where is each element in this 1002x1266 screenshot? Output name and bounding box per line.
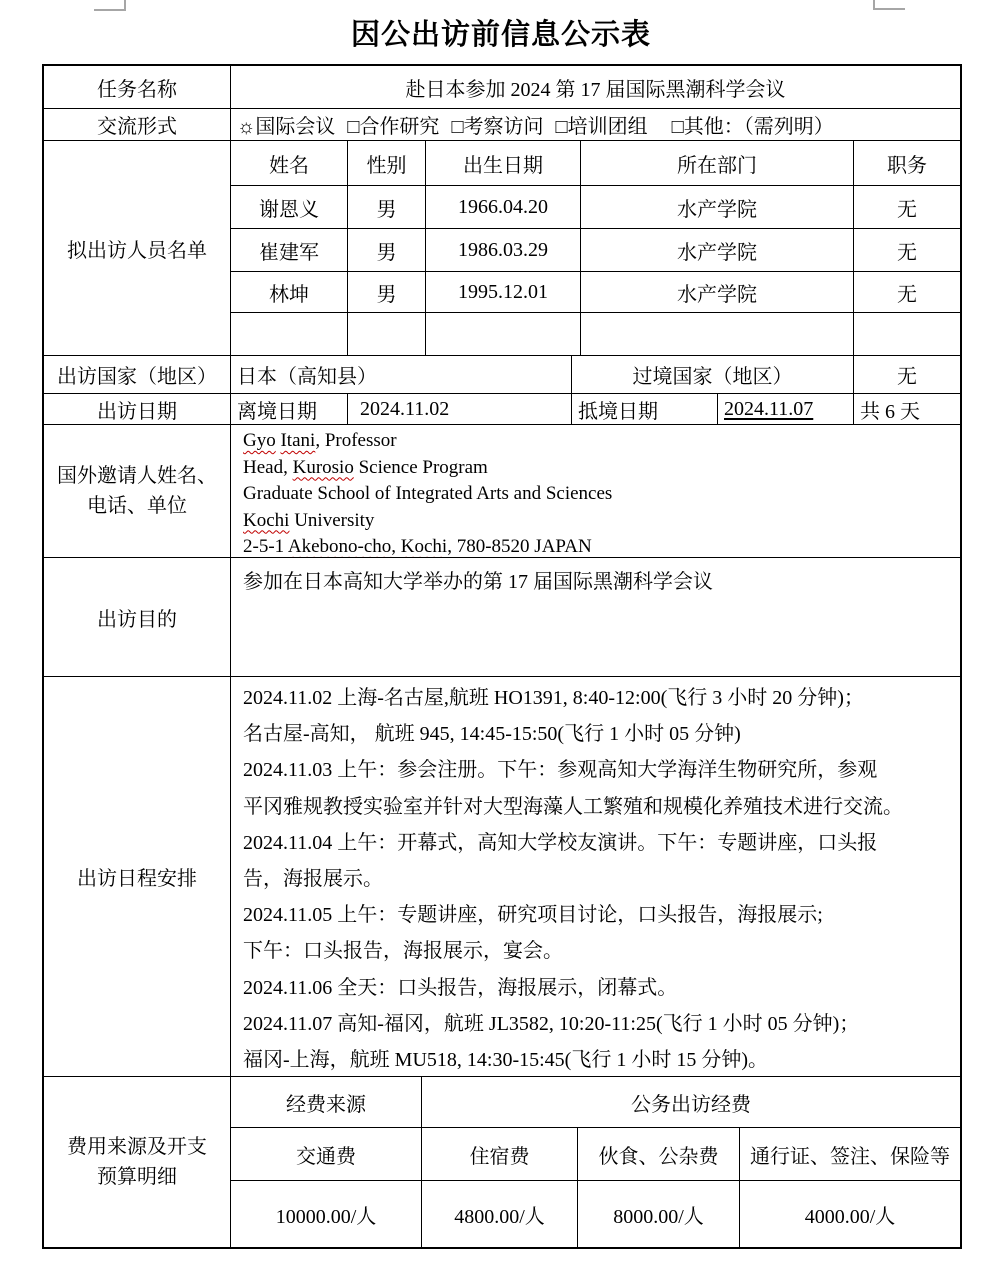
schedule-line: 2024.11.06 全天：口头报告，海报展示，闭幕式。 [243, 976, 678, 999]
personnel-cell-duty: 无 [853, 186, 960, 228]
budget-columns-row [230, 1127, 960, 1180]
checked-sun-icon: ☼ [237, 116, 256, 138]
checkbox-icon: □ [555, 116, 568, 138]
personnel-label: 拟出访人员名单 [67, 239, 207, 262]
exchange-option-international-conference[interactable]: ☼国际会议 [237, 116, 336, 138]
schedule-line: 福冈-上海，航班 MU518, 14:30-15:45(飞行 1 小时 15 分钟)。 [243, 1049, 768, 1072]
personnel-cell-name [230, 313, 347, 355]
exchange-option-training-group[interactable]: □培训团组 [555, 116, 648, 138]
personnel-cell-department: 水产学院 [580, 186, 853, 228]
task-name-label: 任务名称 [97, 78, 177, 101]
personnel-cell-name: 林坤 [230, 272, 347, 312]
schedule-section [44, 676, 960, 1076]
inviter-line: Head, Kurosio Science Program [243, 456, 488, 478]
personnel-cell-department: 水产学院 [580, 229, 853, 271]
budget-label: 费用来源及开支 预算明细 [67, 1136, 207, 1188]
personnel-cell-gender: 男 [347, 186, 425, 228]
exchange-options [230, 109, 960, 140]
exchange-type-label: 交流形式 [97, 116, 177, 138]
inviter-line: Gyo Itani, Professor [243, 430, 397, 451]
budget-amount-meals: 8000.00/人 [577, 1181, 739, 1247]
schedule-line: 2024.11.04 上午：开幕式，高知大学校友演讲。下午：专题讲座，口头报 [243, 831, 878, 854]
purpose-label: 出访目的 [97, 608, 177, 631]
table-row [230, 271, 960, 312]
budget-amounts-row [230, 1180, 960, 1247]
budget-amount-visa-insurance: 4000.00/人 [739, 1181, 960, 1247]
personnel-cell-gender [347, 313, 425, 355]
task-name-value: 赴日本参加 2024 第 17 届国际黑潮科学会议 [230, 66, 960, 108]
personnel-header-department: 所在部门 [580, 141, 853, 185]
table-row [230, 228, 960, 271]
budget-amount-transport: 10000.00/人 [230, 1181, 421, 1247]
personnel-cell-gender: 男 [347, 272, 425, 312]
schedule-line: 2024.11.02 上海-名古屋,航班 HO1391, 8:40-12:00(飞行 3 小时 20 分钟)； [243, 687, 864, 709]
checkbox-icon: □ [451, 116, 464, 138]
purpose-value: 参加在日本高知大学举办的第 17 届国际黑潮科学会议 [230, 558, 960, 676]
schedule-line: 告，海报展示。 [243, 868, 383, 891]
departure-date-label: 离境日期 [230, 394, 347, 424]
budget-official-header: 公务出访经费 [421, 1077, 960, 1127]
checkbox-icon: □ [671, 116, 684, 138]
page-margin-crop-mark-left [94, 0, 126, 11]
personnel-header-birth: 出生日期 [425, 141, 580, 185]
exchange-type-row [44, 108, 960, 140]
arrival-date-label: 抵境日期 [571, 394, 717, 424]
exchange-option-other[interactable]: □其他：（需列明） [671, 116, 834, 138]
trip-duration: 共 6 天 [853, 394, 960, 424]
schedule-line: 2024.11.03 上午：参会注册。下午：参观高知大学海洋生物研究所，参观 [243, 759, 878, 782]
arrival-date-value: 2024.11.07 [717, 394, 853, 424]
personnel-cell-birth: 1966.04.20 [425, 186, 580, 228]
page-title: 因公出访前信息公示表 [350, 19, 651, 51]
schedule-details [230, 677, 960, 1076]
schedule-line: 2024.11.07 高知-福冈，航班 JL3582, 10:20-11:25(飞行 1 小时 05 分钟)； [243, 1012, 860, 1035]
personnel-table [230, 141, 960, 355]
personnel-cell-birth: 1986.03.29 [425, 229, 580, 271]
budget-header-row [230, 1077, 960, 1127]
inviter-line: Graduate School of Integrated Arts and Sciences [243, 483, 613, 504]
personnel-cell-duty: 无 [853, 272, 960, 312]
table-row [230, 185, 960, 228]
transit-country-label: 过境国家（地区） [571, 356, 853, 393]
personnel-cell-duty: 无 [853, 229, 960, 271]
personnel-cell-name: 崔建军 [230, 229, 347, 271]
dates-label: 出访日期 [97, 400, 177, 423]
personnel-cell-birth: 1995.12.01 [425, 272, 580, 312]
inviter-line: Kochi University [243, 509, 375, 531]
budget-section [44, 1076, 960, 1247]
schedule-line: 下午：口头报告，海报展示，宴会。 [243, 940, 563, 963]
budget-source-header: 经费来源 [230, 1077, 421, 1127]
budget-col-lodging: 住宿费 [421, 1128, 577, 1180]
destination-label: 出访国家（地区） [57, 366, 217, 388]
schedule-line: 2024.11.05 上午：专题讲座，研究项目讨论，口头报告，海报展示; [243, 904, 823, 927]
budget-table [230, 1077, 960, 1247]
budget-col-visa-insurance: 通行证、签注、保险等 [739, 1128, 960, 1180]
personnel-header-name: 姓名 [230, 141, 347, 185]
departure-date-value: 2024.11.02 [347, 394, 571, 424]
schedule-label: 出访日程安排 [77, 868, 197, 890]
task-name-row [44, 66, 960, 108]
personnel-section [44, 140, 960, 355]
destination-value: 日本（高知县） [230, 356, 571, 393]
inviter-line: 2-5-1 Akebono-cho, Kochi, 780-8520 JAPAN [243, 536, 592, 557]
schedule-line: 平冈雅规教授实验室并针对大型海藻人工繁殖和规模化养殖技术进行交流。 [243, 795, 903, 818]
exchange-option-inspection-visit[interactable]: □考察访问 [451, 116, 544, 138]
personnel-cell-department: 水产学院 [580, 272, 853, 312]
personnel-header-duty: 职务 [853, 141, 960, 185]
personnel-cell-duty [853, 313, 960, 355]
personnel-cell-name: 谢恩义 [230, 186, 347, 228]
exchange-option-cooperative-research[interactable]: □合作研究 [347, 116, 440, 138]
personnel-header-row [230, 141, 960, 185]
page-margin-crop-mark-right [873, 0, 905, 10]
budget-col-transport: 交通费 [230, 1128, 421, 1180]
inviter-label: 国外邀请人姓名、 电话、单位 [57, 465, 217, 517]
personnel-header-gender: 性别 [347, 141, 425, 185]
budget-col-meals: 伙食、公杂费 [577, 1128, 739, 1180]
personnel-cell-department [580, 313, 853, 355]
form-table [42, 64, 962, 1249]
personnel-cell-birth [425, 313, 580, 355]
dates-row [44, 393, 960, 424]
inviter-details [230, 425, 960, 557]
budget-amount-lodging: 4800.00/人 [421, 1181, 577, 1247]
inviter-section [44, 424, 960, 557]
transit-country-value: 无 [853, 356, 960, 393]
table-row-empty [230, 312, 960, 355]
purpose-section [44, 557, 960, 676]
schedule-line: 名古屋-高知， 航班 945, 14:45-15:50(飞行 1 小时 05 分钟) [243, 723, 741, 746]
personnel-cell-gender: 男 [347, 229, 425, 271]
destination-row [44, 355, 960, 393]
checkbox-icon: □ [347, 116, 360, 138]
